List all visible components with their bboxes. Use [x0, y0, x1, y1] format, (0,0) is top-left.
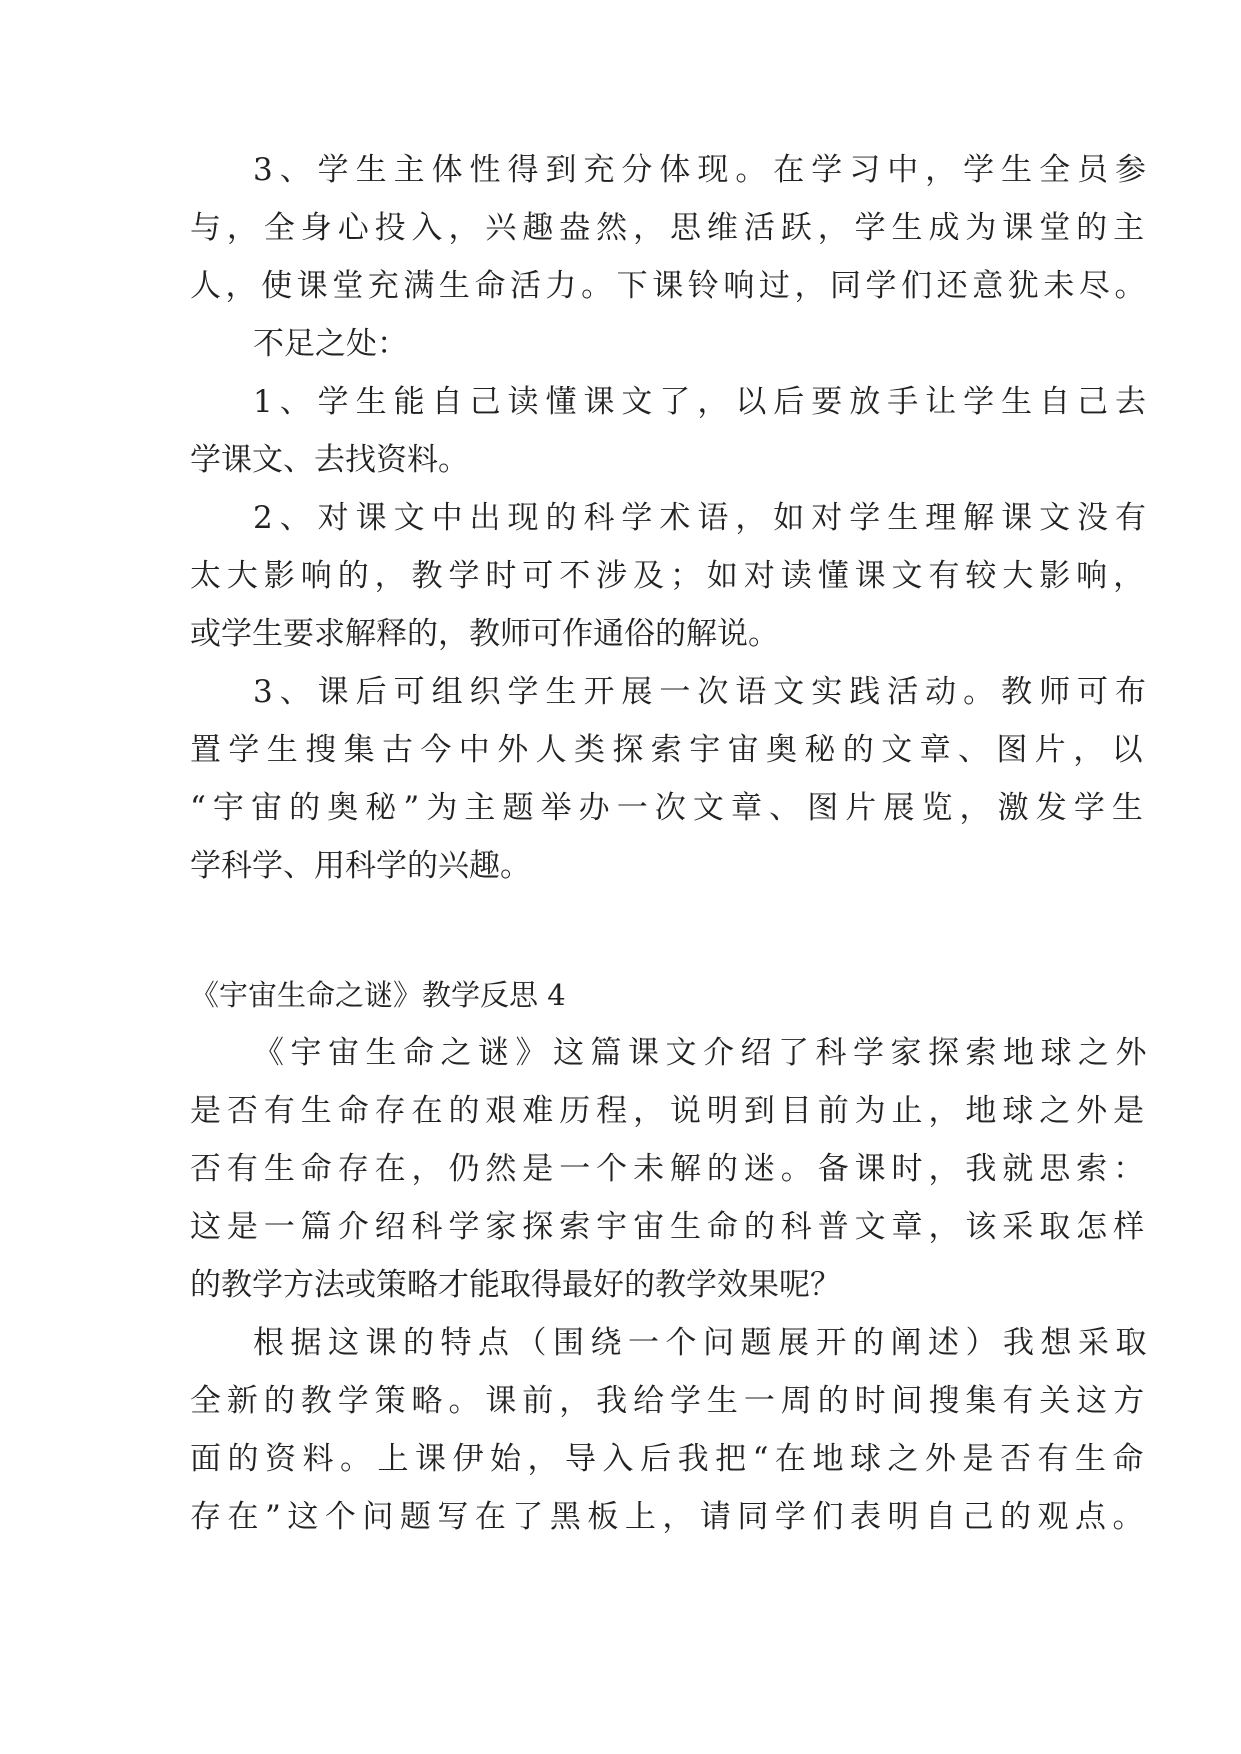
paragraph-line: 否有生命存在，仍然是一个未解的迷。备课时，我就思索： [190, 1151, 1150, 1187]
paragraph-line: 与，全身心投入，兴趣盎然，思维活跃，学生成为课堂的主 [190, 210, 1150, 246]
paragraph-line: 人，使课堂充满生命活力。下课铃响过，同学们还意犹未尽。 [190, 268, 1150, 304]
paragraph-line: 或学生要求解释的，教师可作通俗的解说。 [190, 616, 779, 652]
section-title: 《宇宙生命之谜》教学反思 4 [190, 978, 566, 1012]
paragraph-line: 2、对课文中出现的科学术语，如对学生理解课文没有 [253, 500, 1153, 536]
paragraph-line: 3、课后可组织学生开展一次语文实践活动。教师可布 [253, 674, 1153, 710]
paragraph-line: 不足之处： [253, 326, 408, 362]
paragraph-line: 是否有生命存在的艰难历程，说明到目前为止，地球之外是 [190, 1093, 1150, 1129]
paragraph-line: 太大影响的，教学时可不涉及；如对读懂课文有较大影响， [190, 558, 1150, 594]
paragraph-line: 存在”这个问题写在了黑板上，请同学们表明自己的观点。 [190, 1499, 1150, 1535]
paragraph-line: 的教学方法或策略才能取得最好的教学效果呢？ [190, 1267, 841, 1303]
paragraph-line: 这是一篇介绍科学家探索宇宙生命的科普文章，该采取怎样 [190, 1209, 1150, 1245]
paragraph-line: 3、学生主体性得到充分体现。在学习中，学生全员参 [253, 152, 1153, 188]
paragraph-line: 置学生搜集古今中外人类探索宇宙奥秘的文章、图片，以 [190, 732, 1150, 768]
paragraph-line: 根据这课的特点（围绕一个问题展开的阐述）我想采取 [253, 1325, 1153, 1361]
paragraph-line: 全新的教学策略。课前，我给学生一周的时间搜集有关这方 [190, 1383, 1150, 1419]
paragraph-line: 1、学生能自己读懂课文了，以后要放手让学生自己去 [253, 384, 1153, 420]
paragraph-line: 《宇宙生命之谜》这篇课文介绍了科学家探索地球之外 [253, 1035, 1153, 1071]
paragraph-line: 学课文、去找资料。 [190, 442, 469, 478]
paragraph-line: 学科学、用科学的兴趣。 [190, 848, 531, 884]
paragraph-line: “宇宙的奥秘”为主题举办一次文章、图片展览，激发学生 [190, 790, 1150, 826]
paragraph-line: 面的资料。上课伊始，导入后我把“在地球之外是否有生命 [190, 1441, 1150, 1477]
